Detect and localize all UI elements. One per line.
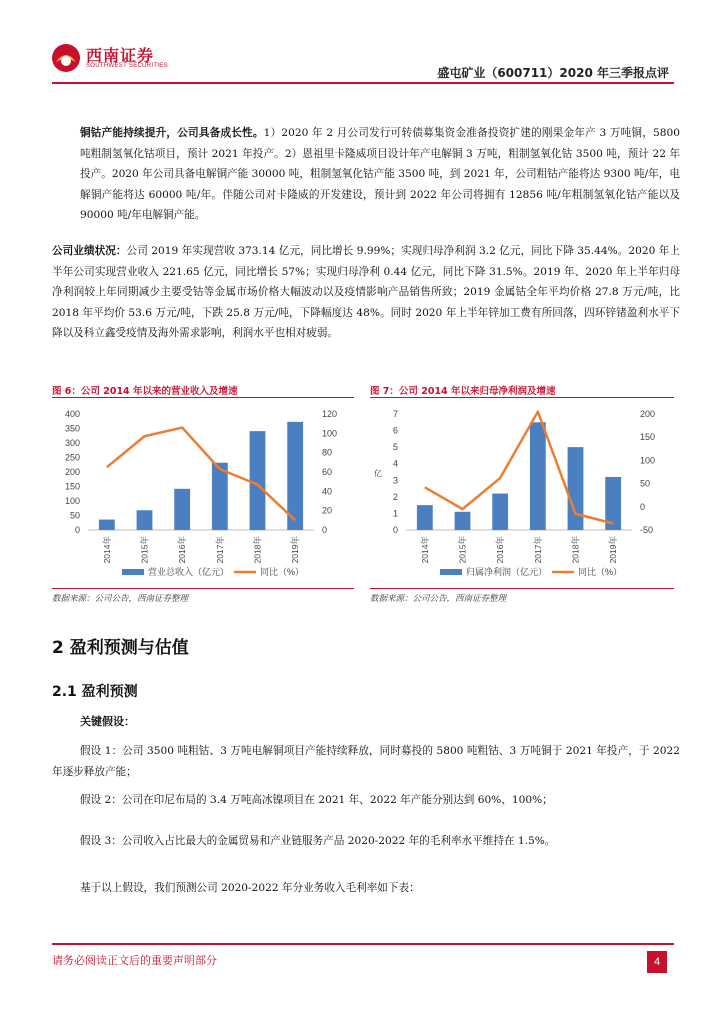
profit-bar	[530, 422, 546, 530]
figure-7-title: 图 7：公司 2014 年以来归母净利润及增速	[370, 386, 556, 397]
page-number: 4	[647, 951, 667, 973]
paragraph-capacity-body: 1）2020 年 2 月公司发行可转债募集资金准备投资扩建的刚果金年产 3 万吨铜，5800 吨粗制氢氧化钴项目，预计 2021 年投产。2）恩祖里卡隆威项目设计年产电解铜 3 万吨，粗制氢氧化钴 3500 吨，预计 22 年投产。2020 年公司具备电解铜产能 30000 吨，粗制氢氧化钴产能 3500 吨，到 2021 年，公司粗钴产能将达 9300 吨/年，电解铜产能将达 60000 吨/年。伴随公司对卡隆威的开发建设，预计到 2022 年公司将拥有 12856 吨/年粗制氢氧化钴产能以及 90000 吨/年电解铜产能。	[80, 127, 680, 221]
revenue-y-left-tick: 300	[64, 438, 80, 448]
profit-category-label: 2015年	[457, 536, 468, 564]
profit-y-left-tick: 7	[392, 409, 398, 419]
revenue-legend-line-label: 同比（%）	[260, 567, 305, 577]
figure-6-bottom-rule	[52, 588, 354, 589]
net-profit-chart	[370, 400, 674, 585]
profit-legend-bar-swatch	[440, 569, 462, 575]
revenue-y-left-tick: 150	[64, 481, 80, 492]
revenue-category-label: 2014年	[101, 536, 112, 564]
revenue-y-right-tick: 80	[322, 447, 333, 458]
revenue-legend-bar-label: 营业总收入（亿元）	[148, 567, 230, 577]
paragraph-performance-lead: 公司业绩状况：	[52, 245, 127, 257]
revenue-y-left-tick: 350	[64, 423, 80, 434]
profit-y-right-tick: 100	[640, 455, 656, 466]
revenue-category-label: 2015年	[139, 536, 150, 564]
profit-y-left-tick: 3	[392, 475, 398, 486]
profit-y-right-tick: 150	[640, 432, 656, 443]
revenue-y-left-tick: 250	[64, 452, 80, 463]
profit-y-left-tick: 2	[392, 491, 398, 502]
figure-6-source: 数据来源：公司公告，西南证券整理	[52, 594, 189, 604]
revenue-y-right-tick: 40	[322, 486, 333, 497]
revenue-category-label: 2019年	[290, 536, 301, 564]
profit-y-right-tick: 200	[640, 409, 656, 419]
figure-7-bottom-rule	[370, 588, 674, 589]
figure-6-rule	[52, 397, 354, 398]
profit-y-left-tick: 0	[392, 525, 398, 535]
profit-legend-bar-label: 归属净利润（亿元）	[466, 567, 548, 577]
profit-category-label: 2017年	[532, 536, 543, 564]
revenue-bar	[174, 489, 190, 530]
profit-y-left-tick: 5	[392, 442, 398, 453]
section-heading: 2 盈利预测与估值	[52, 638, 189, 658]
report-title: 盛屯矿业（600711）2020 年三季报点评	[437, 66, 669, 80]
revenue-y-right-tick: 100	[322, 428, 338, 439]
paragraph-capacity	[80, 123, 680, 226]
revenue-bar	[137, 510, 153, 530]
revenue-category-label: 2016年	[177, 536, 188, 564]
profit-y-right-tick: 50	[640, 478, 651, 489]
profit-category-label: 2014年	[419, 536, 430, 564]
revenue-growth-line	[107, 428, 295, 521]
revenue-y-right-tick: 20	[322, 505, 333, 516]
profit-category-label: 2018年	[570, 536, 581, 564]
brand-logo	[50, 42, 220, 76]
revenue-y-left-tick: 50	[69, 510, 80, 521]
logo-emblem-icon	[50, 42, 82, 74]
profit-category-label: 2019年	[608, 536, 619, 564]
paragraph-capacity-lead: 铜钴产能持续提升，公司具备成长性。	[80, 127, 264, 139]
figure-7-source: 数据来源：公司公告，西南证券整理	[370, 594, 507, 604]
profit-growth-line	[425, 412, 613, 524]
revenue-category-label: 2017年	[214, 536, 225, 564]
profit-bar	[455, 512, 471, 530]
revenue-y-left-tick: 0	[74, 525, 80, 535]
subsection-heading: 2.1 盈利预测	[52, 684, 138, 700]
revenue-y-right-tick: 120	[322, 409, 338, 419]
assumptions-title: 关键假设：	[80, 715, 135, 728]
revenue-y-right-tick: 60	[322, 467, 333, 477]
revenue-y-left-tick: 400	[64, 409, 80, 419]
assumption-3: 假设 3：公司收入占比最大的金属贸易和产业链服务产品 2020-2022 年的毛利率水平维持在 1.5%。	[80, 835, 556, 847]
footer-divider	[52, 943, 674, 945]
revenue-bar	[212, 463, 228, 530]
profit-y-left-tick: 4	[392, 458, 398, 469]
revenue-chart	[52, 400, 356, 585]
conclusion: 基于以上假设，我们预测公司 2020-2022 年分业务收入毛利率如下表：	[80, 882, 420, 894]
profit-bar	[492, 494, 508, 530]
revenue-y-left-tick: 100	[64, 496, 80, 506]
profit-category-label: 2016年	[495, 536, 506, 564]
figure-6-title: 图 6：公司 2014 年以来的营业收入及增速	[52, 386, 238, 397]
paragraph-performance	[52, 241, 680, 344]
assumption-2: 假设 2：公司在印尼布局的 3.4 万吨高冰镍项目在 2021 年、2022 年产能分别达到 60%、100%；	[80, 794, 553, 806]
profit-legend-line-label: 同比（%）	[578, 567, 623, 577]
logo-cn-text: 西南证券	[86, 46, 155, 65]
logo-en-text: SOUTHWEST SECURITIES	[86, 63, 168, 69]
revenue-legend-bar-swatch	[122, 569, 144, 575]
revenue-y-left-tick: 200	[64, 467, 80, 477]
profit-y-left-label: 亿	[374, 469, 382, 478]
revenue-bar	[99, 520, 115, 530]
profit-y-left-tick: 6	[392, 425, 398, 436]
profit-y-right-tick: 0	[640, 501, 646, 512]
footer-notice: 请务必阅读正文后的重要声明部分	[52, 954, 217, 967]
revenue-category-label: 2018年	[252, 536, 263, 564]
figure-7-rule	[370, 397, 674, 398]
profit-bar	[568, 447, 584, 530]
assumption-1: 假设 1：公司 3500 吨粗钴、3 万吨电解铜项目产能持续释放，同时募投的 5800 吨粗钴、3 万吨铜于 2021 年投产，于 2022 年逐步释放产能；	[52, 745, 680, 778]
profit-y-right-tick: -50	[640, 525, 654, 535]
header-divider	[52, 82, 674, 84]
revenue-bar	[250, 431, 266, 530]
profit-y-left-tick: 1	[392, 508, 398, 519]
paragraph-performance-body: 公司 2019 年实现营收 373.14 亿元，同比增长 9.99%；实现归母净利润 3.2 亿元，同比下降 35.44%。2020 年上半年公司实现营业收入 221.65 亿元，同比增长 57%；实现归母净利 0.44 亿元，同比下降 31.5%。2019 年、2020 年上半年归母净利润较上年同期减少主要受钴等金属市场价格大幅波动以及疫情影响产品销售所致；2019 金属钴全年平均价格 27.8 万元/吨，比 2018 年平均价 53.6 万元/吨，下跌 25.8 万元/吨，下降幅度达 48%。同时 2020 年上半年锌加工费有所回落，四环锌锗盈利水平下降以及科立鑫受疫情及海外需求影响，利润水平也相对疲弱。	[52, 245, 680, 339]
revenue-y-right-tick: 0	[322, 525, 328, 535]
profit-bar	[417, 505, 433, 530]
